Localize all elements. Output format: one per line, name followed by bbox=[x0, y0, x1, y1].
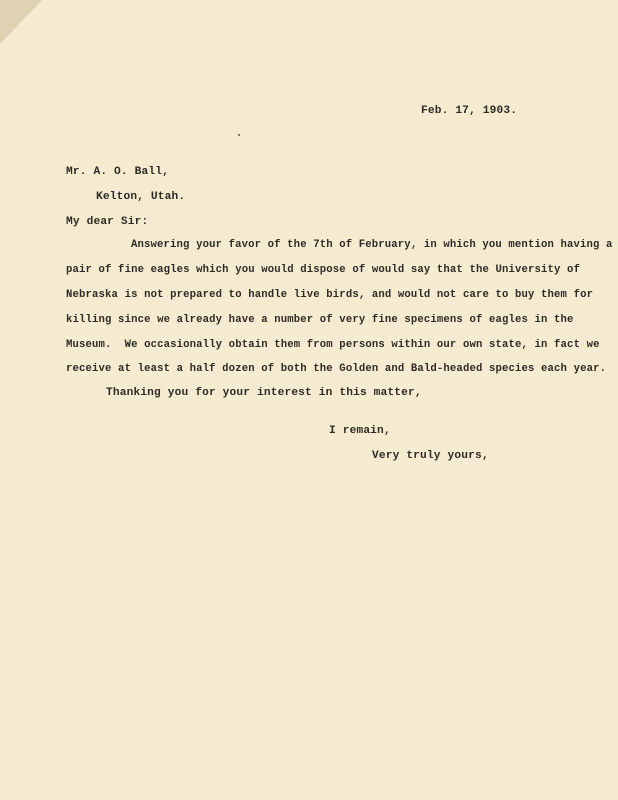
closing-remain: I remain, bbox=[329, 425, 391, 437]
thanks-line: Thanking you for your interest in this matter, bbox=[106, 387, 422, 399]
body-line: Answering your favor of the 7th of February, in which you mention having a bbox=[131, 239, 613, 251]
closing-yours: Very truly yours, bbox=[372, 450, 489, 462]
recipient-name: Mr. A. O. Ball, bbox=[66, 166, 169, 178]
paper-speck bbox=[238, 134, 240, 136]
body-line: Nebraska is not prepared to handle live birds, and would not care to buy them for bbox=[66, 289, 594, 301]
body-line: Museum. We occasionally obtain them from persons within our own state, in fact we bbox=[66, 339, 600, 351]
salutation: My dear Sir: bbox=[66, 216, 149, 228]
body-line: receive at least a half dozen of both the Golden and Bald-headed species each year. bbox=[66, 363, 607, 375]
folded-corner bbox=[0, 0, 42, 44]
recipient-location: Kelton, Utah. bbox=[96, 191, 186, 203]
letter-date: Feb. 17, 1903. bbox=[421, 105, 518, 117]
body-line: pair of fine eagles which you would dispose of would say that the University of bbox=[66, 264, 581, 276]
body-line: killing since we already have a number of very fine specimens of eagles in the bbox=[66, 314, 574, 326]
